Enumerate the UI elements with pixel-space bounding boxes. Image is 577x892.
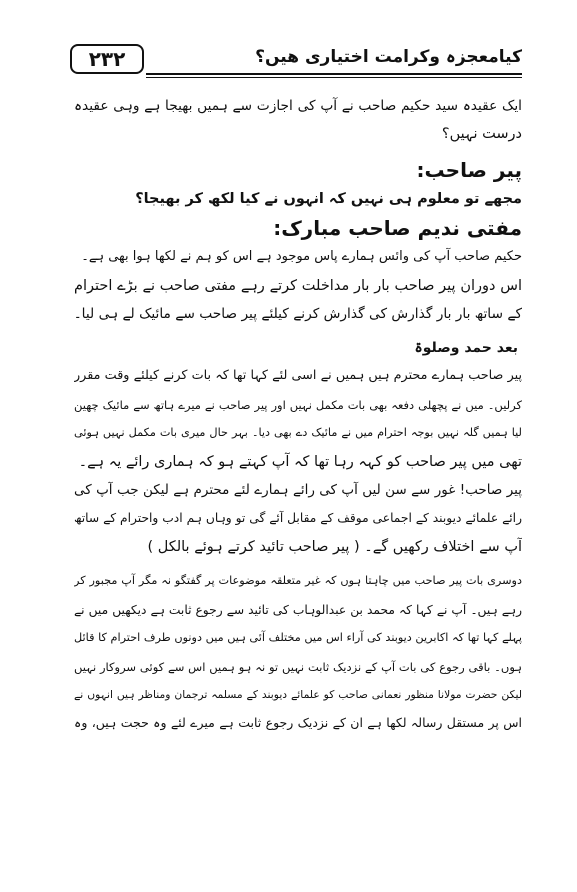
text-line: تھی میں پیر صاحب کو کہہ رہا تھا کہ آپ کہتے ہو کہ ہماری رائے یہ ہے۔	[78, 453, 522, 470]
text-line: پیر صاحب! غور سے سن لیں آپ کی رائے ہمارے لئے محترم ہے لیکن جب آپ کی	[74, 482, 522, 499]
text-line: رہے ہیں۔ آپ نے کہا کہ محمد بن عبدالوہاب کی تائید سے رجوع ثابت ہے دیکھیں میں نے	[74, 602, 522, 617]
text-line: ہوں۔ باقی رجوع کی بات آپ کے نزدیک ثابت نہیں تو نہ ہو ہمیں اس سے کوئی سروکار نہیں	[74, 659, 522, 674]
text-line: حکیم صاحب آپ کی وائس ہمارے پاس موجود ہے اس کو ہم نے لکھا ہوا بھی ہے۔	[81, 249, 522, 265]
text-line: آپ سے اختلاف رکھیں گے۔ ( پیر صاحب تائید کرتے ہوئے بالکل )	[147, 538, 522, 555]
page-header	[70, 44, 522, 78]
page-number: ۲۳۲	[70, 44, 144, 74]
text-line: دوسری بات پیر صاحب میں چاہتا ہوں کہ غیر متعلقہ موضوعات پر گفتگو نہ مگر آپ مجبور کر	[74, 574, 522, 588]
speaker-label: پیر صاحب:	[416, 157, 522, 182]
text-line: کے ساتھ بار بار گذارش کی گذارش کرنے کیلئے پیر صاحب سے مائیک لے ہی لیا۔	[74, 306, 522, 323]
text-line: درست نہیں؟	[441, 126, 522, 143]
text-line: رائے علمائے دیوبند کے اجماعی موقف کے مقابل آئے گی تو وہاں ہم ادب واحترام کے ساتھ	[74, 511, 522, 526]
text-line: کرلیں۔ میں نے پچھلی دفعہ بھی بات مکمل نہیں اور پیر صاحب نے میرے ہاتھ سے مائیک چھین	[74, 397, 522, 412]
text-line: اس دوران پیر صاحب بار بار مداخلت کرتے رہے مفتی صاحب نے بڑے احترام	[74, 277, 522, 294]
text-line: لیکن حضرت مولانا منظور نعمانی صاحب کو علمائے دیوبند کے مسلمہ ترجمان ومناظر ہیں انہوں نے	[74, 687, 522, 701]
text-line: ایک عقیدہ سید حکیم صاحب نے آپ کی اجازت سے ہمیں بھیجا ہے وہی عقیدہ	[74, 98, 522, 114]
speaker-label: مفتی ندیم صاحب مبارک:	[273, 216, 522, 241]
running-title: کیامعجزہ وکرامت اختیاری ھیں؟	[255, 47, 522, 67]
header-rule-thin	[146, 77, 522, 78]
header-rule	[146, 73, 522, 75]
text-line: لیا ہمیں گلہ نہیں بوجہ احترام میں نے مائیک دے بھی دیا۔ بہر حال میری بات مکمل نہیں ہوئی	[74, 426, 522, 440]
text-line: پیر صاحب ہمارے محترم ہیں ہمیں نے اسی لئے کہا تھا کہ بات کرنے کیلئے وقت مقرر	[74, 368, 522, 384]
text-line: اس پر مستقل رسالہ لکھا ہے ان کے نزدیک رجوع ثابت ہے میرے لئے وہ حجت ہیں، وہ	[74, 715, 522, 731]
section-subhead: بعد حمد وصلوۃ	[414, 340, 518, 357]
body-text	[74, 92, 522, 738]
text-line: مجھے تو معلوم ہی نہیں کہ انہوں نے کیا لکھ کر بھیجا؟	[135, 190, 522, 207]
text-line: پہلے کہا تھا کہ اکابرین دیوبند کی آراء اس میں مختلف آئی ہیں میں دونوں طرف احترام کا قائل	[74, 631, 522, 645]
